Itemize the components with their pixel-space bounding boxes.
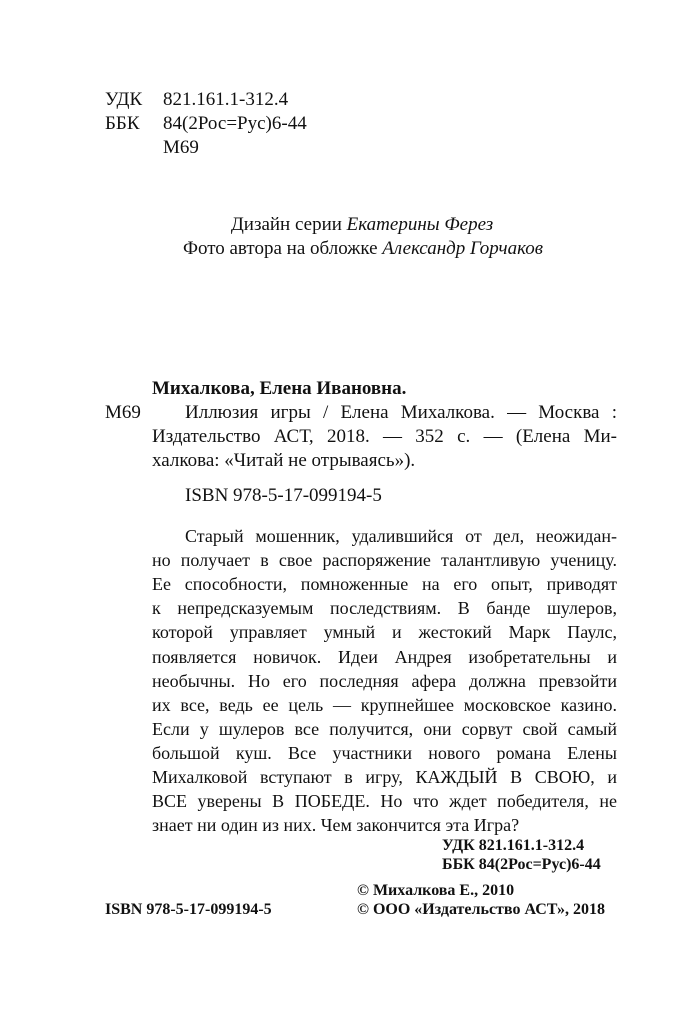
photographer-name: Александр Горчаков [382, 238, 544, 259]
annotation-line: Ее способности, помноженные на его опыт, приводят [152, 574, 617, 594]
cover-photo-credit [0, 237, 691, 261]
udk-value: 821.161.1-312.4 [163, 89, 289, 110]
record-author-sign: М69 [105, 402, 141, 423]
annotation-line: ВСЕ уверены В ПОБЕДЕ. Но что ждет победителя, не [152, 791, 617, 811]
cover-photo-label: Фото автора на обложке [182, 238, 378, 259]
bbk-value: 84(2Рос=Рус)6-44 [163, 113, 307, 134]
series-design-label: Дизайн серии [230, 214, 342, 235]
annotation-line: большой куш. Все участники нового романа Елены [152, 743, 617, 763]
annotation-line: необычны. Но его последняя афера должна превзойти [152, 671, 617, 691]
copyright-author: © Михалкова Е., 2010 [357, 882, 515, 899]
record-line: халкова: «Читай не отрываясь»). [152, 450, 416, 471]
copyright-publisher: © ООО «Издательство АСТ», 2018 [357, 901, 606, 918]
annotation-line: их все, ведь ее цель — крупнейшее московское казино. [152, 695, 617, 715]
annotation-line: которой управляет умный и жестокий Марк Паулс, [152, 622, 617, 642]
author-heading: Михалкова, Елена Ивановна. [152, 378, 407, 399]
copyright-isbn: ISBN 978-5-17-099194-5 [105, 901, 272, 918]
footer-udk: УДК 821.161.1-312.4 [442, 837, 585, 854]
author-sign: М69 [163, 137, 199, 158]
annotation-line: знает ни один из них. Чем закончится эта Игра? [152, 815, 520, 835]
udk-label: УДК [105, 89, 143, 110]
bbk-label: ББК [105, 113, 140, 134]
annotation-line: Если у шулеров все получится, они сорвут свой самый [152, 719, 617, 739]
footer-bbk: ББК 84(2Рос=Рус)6-44 [442, 856, 601, 873]
series-design-credit [0, 213, 691, 237]
record-line: Иллюзия игры / Елена Михалкова. — Москва : [185, 402, 617, 423]
series-designer-name: Екатерины Ферез [346, 214, 494, 235]
record-line: Издательство АСТ, 2018. — 352 с. — (Елена Ми- [152, 426, 617, 447]
record-isbn: ISBN 978-5-17-099194-5 [185, 485, 382, 506]
annotation-line: Старый мошенник, удалившийся от дел, неожидан- [185, 526, 617, 546]
annotation-line: к непредсказуемым последствиям. В банде шулеров, [152, 598, 617, 618]
annotation-line: Михалковой вступают в игру, КАЖДЫЙ В СВОЮ, и [152, 767, 617, 787]
annotation-line: но получает в свое распоряжение талантливую ученицу. [152, 550, 617, 570]
annotation-line: появляется новичок. Идеи Андрея изобретательны и [152, 647, 617, 667]
